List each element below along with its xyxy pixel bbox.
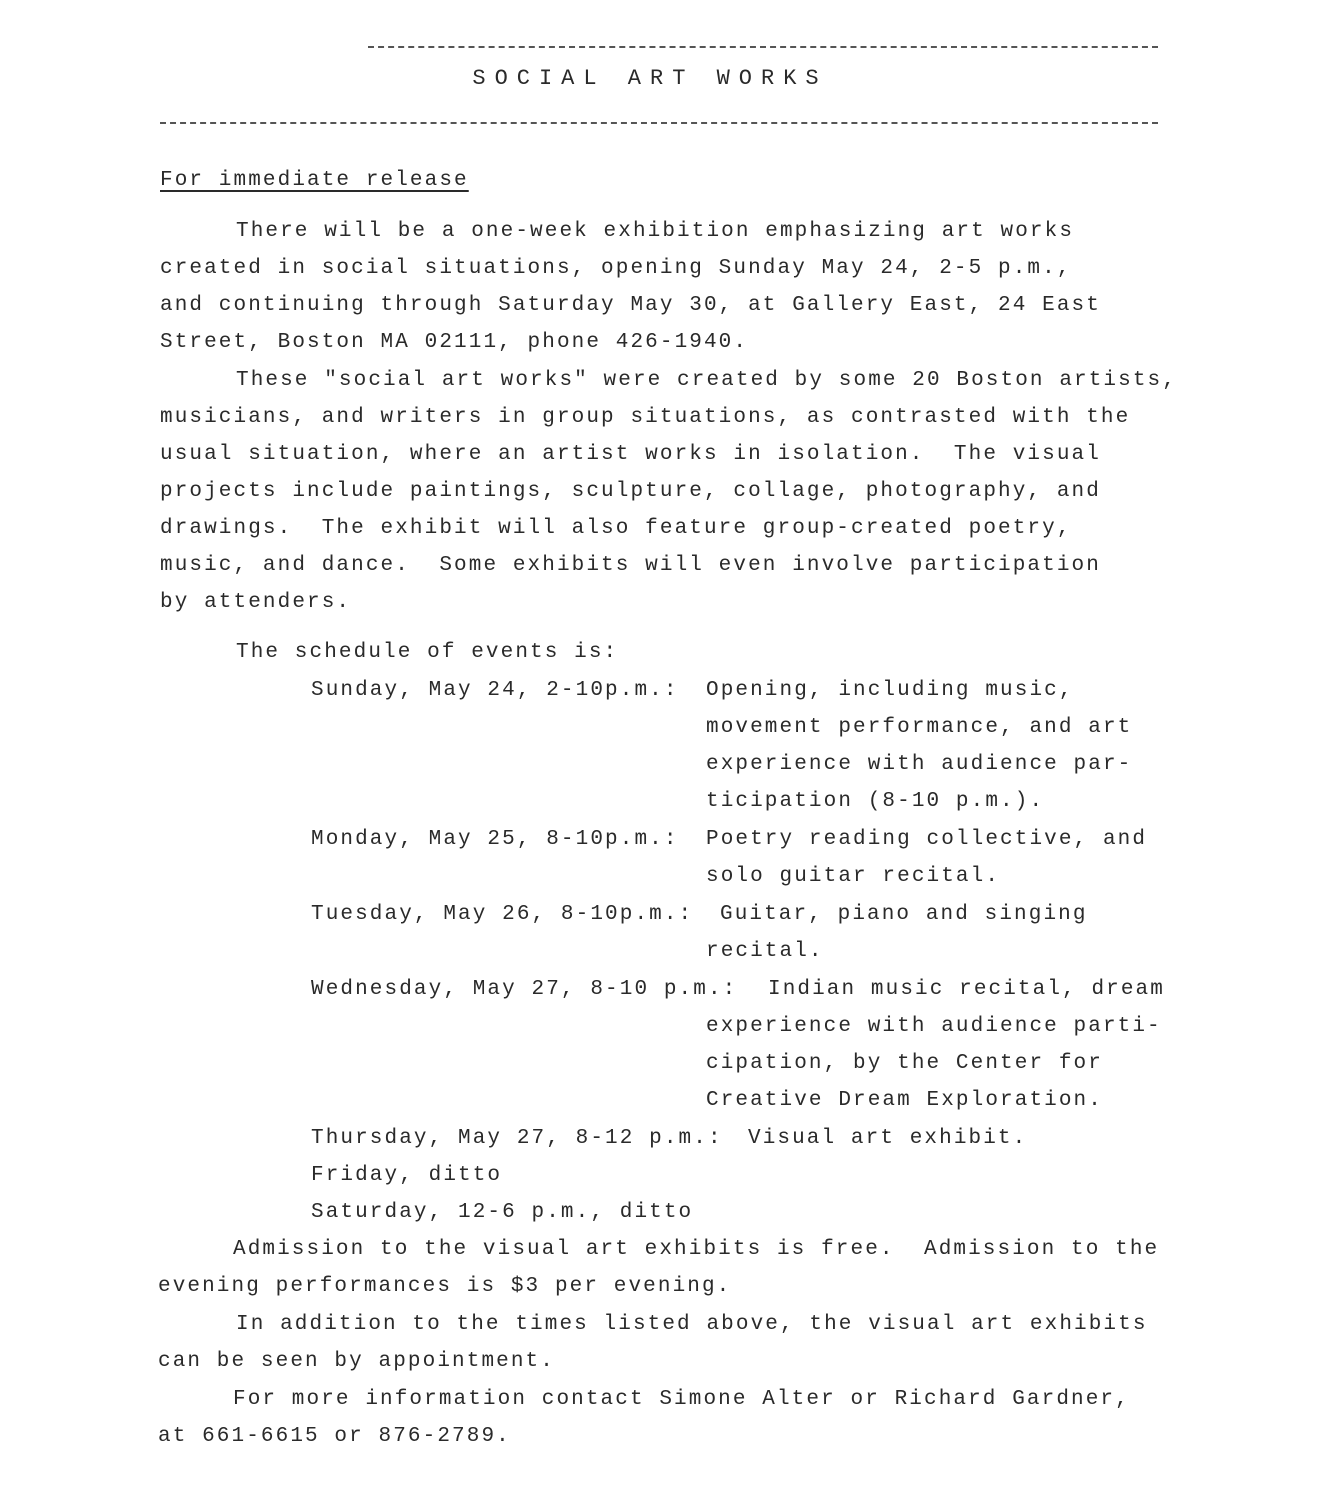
schedule-event-line: Poetry reading collective, and xyxy=(706,828,1148,851)
paragraph-2-line: projects include paintings, sculpture, collage, photography, and xyxy=(160,480,1101,503)
schedule-event-line: recital. xyxy=(706,940,824,963)
schedule-event-line: Creative Dream Exploration. xyxy=(706,1089,1103,1112)
letterhead-top-rule xyxy=(368,46,1158,48)
letterhead-bottom-rule xyxy=(160,122,1158,124)
paragraph-3-line: evening performances is $3 per evening. xyxy=(158,1275,732,1298)
schedule-day: Tuesday, May 26, 8-10p.m.: xyxy=(311,903,694,926)
paragraph-5-line: at 661-6615 or 876-2789. xyxy=(158,1425,511,1448)
paragraph-2-line: These "social art works" were created by some 20 Boston artists, xyxy=(236,369,1177,392)
schedule-event-line: experience with audience par- xyxy=(706,753,1133,776)
schedule-event-line: Visual art exhibit. xyxy=(748,1127,1028,1150)
schedule-day: Wednesday, May 27, 8-10 p.m.: xyxy=(311,978,738,1001)
schedule-event-line: experience with audience parti- xyxy=(706,1015,1162,1038)
schedule-day: Saturday, 12-6 p.m., ditto xyxy=(311,1201,694,1224)
schedule-day: Monday, May 25, 8-10p.m.: xyxy=(311,828,679,851)
paragraph-5-line: For more information contact Simone Alter or Richard Gardner, xyxy=(233,1388,1130,1411)
schedule-event-line: solo guitar recital. xyxy=(706,865,1001,888)
schedule-day: Thursday, May 27, 8-12 p.m.: xyxy=(311,1127,723,1150)
letterhead-title: SOCIAL ART WORKS xyxy=(472,66,828,91)
paragraph-2-line: music, and dance. Some exhibits will even involve participation xyxy=(160,554,1101,577)
paragraph-1-line: There will be a one-week exhibition emphasizing art works xyxy=(236,220,1075,243)
schedule-event-line: Opening, including music, xyxy=(706,679,1074,702)
schedule-intro: The schedule of events is: xyxy=(236,641,619,664)
schedule-event-line: ticipation (8-10 p.m.). xyxy=(706,790,1045,813)
release-label: For immediate release xyxy=(160,169,469,192)
paragraph-1-line: created in social situations, opening Sunday May 24, 2-5 p.m., xyxy=(160,257,1072,280)
paragraph-4-line: In addition to the times listed above, the visual art exhibits xyxy=(236,1313,1148,1336)
paragraph-1-line: Street, Boston MA 02111, phone 426-1940. xyxy=(160,331,749,354)
schedule-event-line: Indian music recital, dream xyxy=(768,978,1165,1001)
paragraph-1-line: and continuing through Saturday May 30, at Gallery East, 24 East xyxy=(160,294,1101,317)
schedule-day: Friday, ditto xyxy=(311,1164,503,1187)
schedule-event-line: movement performance, and art xyxy=(706,716,1133,739)
schedule-event-line: Guitar, piano and singing xyxy=(720,903,1088,926)
paragraph-2-line: by attenders. xyxy=(160,591,352,614)
paragraph-2-line: musicians, and writers in group situations, as contrasted with the xyxy=(160,406,1131,429)
paragraph-2-line: drawings. The exhibit will also feature group-created poetry, xyxy=(160,517,1072,540)
paragraph-3-line: Admission to the visual art exhibits is free. Admission to the xyxy=(233,1238,1160,1261)
paragraph-2-line: usual situation, where an artist works in isolation. The visual xyxy=(160,443,1101,466)
paragraph-4-line: can be seen by appointment. xyxy=(158,1350,555,1373)
schedule-event-line: cipation, by the Center for xyxy=(706,1052,1103,1075)
schedule-day: Sunday, May 24, 2-10p.m.: xyxy=(311,679,679,702)
